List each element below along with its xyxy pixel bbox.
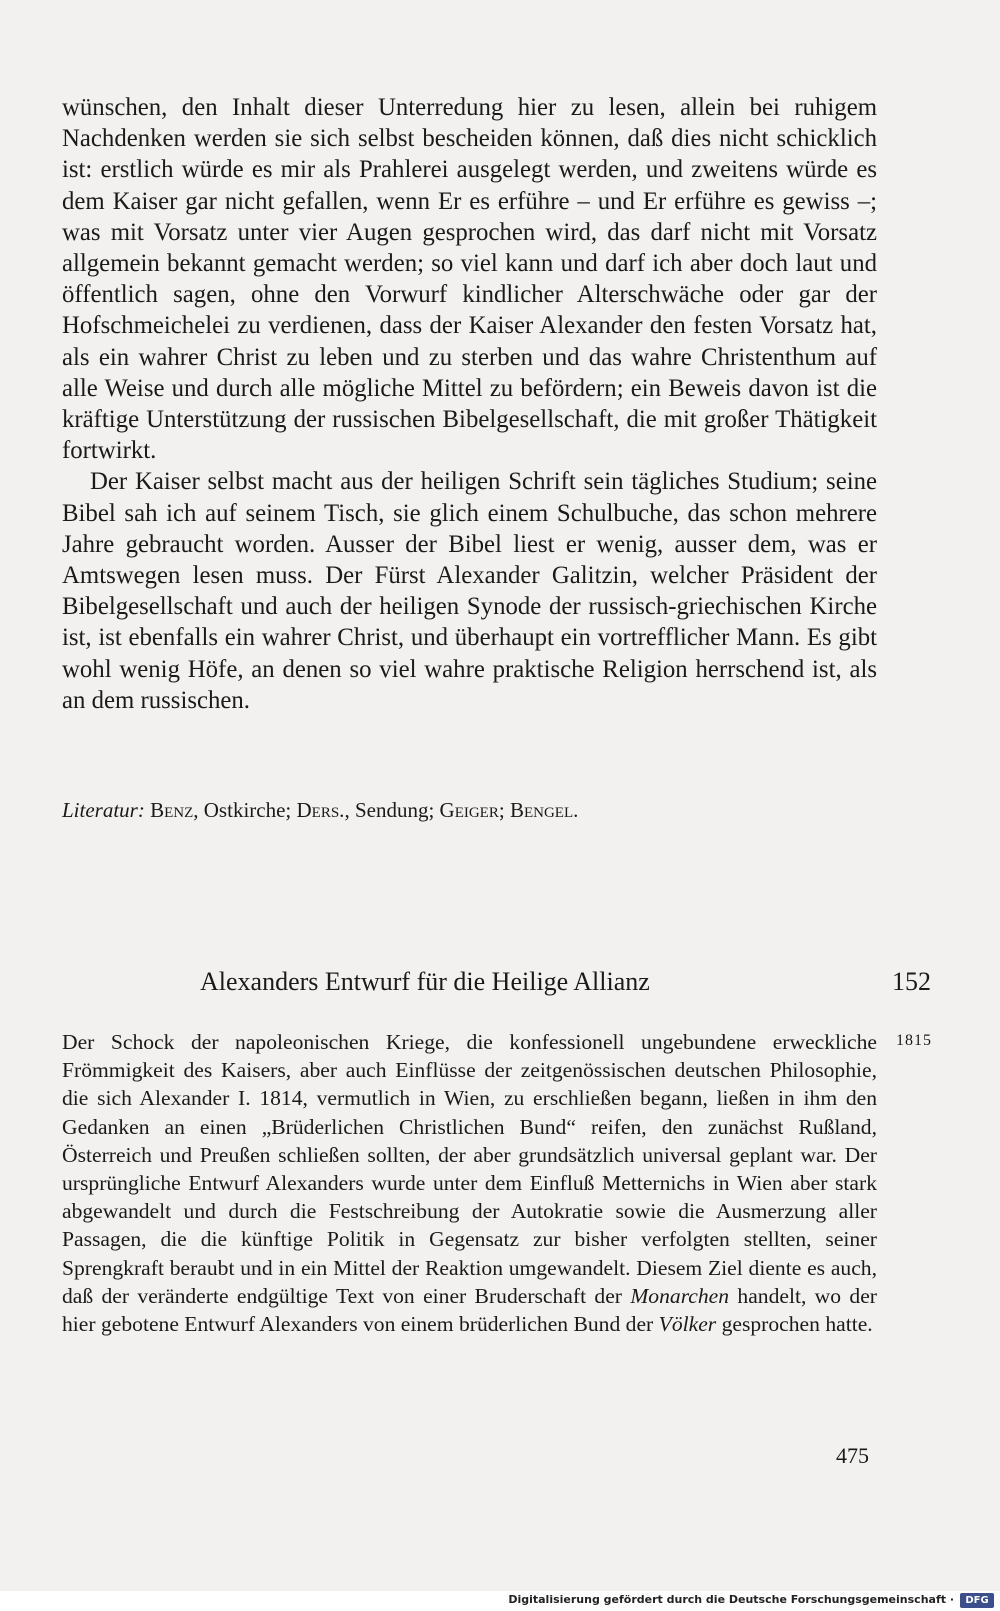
footer-credit: Digitalisierung gefördert durch die Deutsche Forschungsgemeinschaft · <box>508 1593 954 1606</box>
page-number: 475 <box>836 1443 869 1468</box>
section-intro: Der Schock der napoleonischen Kriege, die konfessionell ungebundene erweckliche Frömmigkeit des Kaisers, aber auch Einflüsse der zeitgenössischen deutschen Philosophie, die sich Alexander I. 1814, vermutlich in Wien, zu erschließen begann, ließen in ihm den Gedanken an einen „Brüderlichen Christlichen Bund“ reifen, den zunächst Rußland, Österreich und Preußen schließen sollten, der aber grundsätzlich universal geplant war. Der ursprüngliche Entwurf Alexanders wurde unter dem Einfluß Metternichs in Wien aber stark abgewandelt und durch die Festschreibung der Autokratie sowie die Ausmerzung aller Passagen, die die künftige Politik in Gegensatz zur bisher verfolgten stellten, seiner Sprengkraft beraubt und in ein Mittel der Reaktion umgewandelt. Diesem Ziel diente es auch, daß der veränderte endgültige Text von einer Bruderschaft der Monarchen handelt, wo der hier gebotene Entwurf Alexanders von einem brüderlichen Bund der Völker gesprochen hatte. <box>62 1030 877 1337</box>
document-number: 152 <box>892 967 931 996</box>
literature-author: Geiger <box>439 798 499 822</box>
section-title: Alexanders Entwurf für die Heilige Allianz <box>200 967 650 996</box>
literature-label: Literatur: <box>62 798 145 822</box>
literature-entry: Bengel. <box>509 798 579 822</box>
dfg-logo-icon[interactable]: DFG <box>960 1593 994 1608</box>
margin-year: 1815 <box>896 1032 932 1049</box>
literature-author: Bengel <box>509 798 574 822</box>
literature-author: Ders. <box>296 798 345 822</box>
emphasis-monarchen: Monarchen <box>630 1283 730 1308</box>
literature-author: Benz <box>150 798 194 822</box>
literature-entry: Benz, Ostkirche; <box>150 798 297 822</box>
literature-entry: Ders., Sendung; <box>296 798 440 822</box>
paragraph-1: wünschen, den Inhalt dieser Unterredung hier zu lesen, allein bei ruhigem Nachdenken werden sie sich selbst bescheiden können, daß dies nicht schicklich ist: erstlich würde es mir als Prahlerei ausgelegt werden, und zweitens würde es dem Kaiser gar nicht gefallen, wenn Er es erführe – und Er erführe es gewiss –; was mit Vorsatz unter vier Augen gesprochen wird, das darf nicht mit Vorsatz allgemein bekannt gemacht werden; so viel kann und darf ich aber doch laut und öffentlich sagen, ohne den Vorwurf kindlicher Alterschwäche oder gar der Hofschmeichelei zu verdienen, dass der Kaiser Alexander den festen Vorsatz hat, als ein wahrer Christ zu leben und zu sterben und das wahre Christenthum auf alle Weise und durch alle mögliche Mittel zu befördern; ein Beweis davon ist die kräftige Unterstützung der russischen Bibelgesellschaft, die mit großer Thätigkeit fortwirkt. <box>62 94 877 465</box>
main-text <box>62 92 877 716</box>
literature-references <box>62 796 877 824</box>
literature-entry: Geiger; <box>439 798 510 822</box>
paragraph-2: Der Kaiser selbst macht aus der heiligen Schrift sein tägliches Studium; seine Bibel sah ich auf seinem Tisch, sie glich einem Schulbuche, das schon mehrere Jahre gebraucht worden. Ausser der Bibel liest er wenig, ausser dem, was er Amtswegen lesen muss. Der Fürst Alexander Galitzin, welcher Präsident der Bibelgesellschaft und auch der heiligen Synode der russisch-griechischen Kirche ist, ist ebenfalls ein wahrer Christ, und überhaupt ein vortrefflicher Mann. Es gibt wohl wenig Höfe, an denen so viel wahre praktische Religion herrschend ist, als an dem russischen. <box>62 468 877 714</box>
emphasis-voelker: Völker <box>658 1312 717 1337</box>
digitization-footer <box>0 1591 1000 1611</box>
